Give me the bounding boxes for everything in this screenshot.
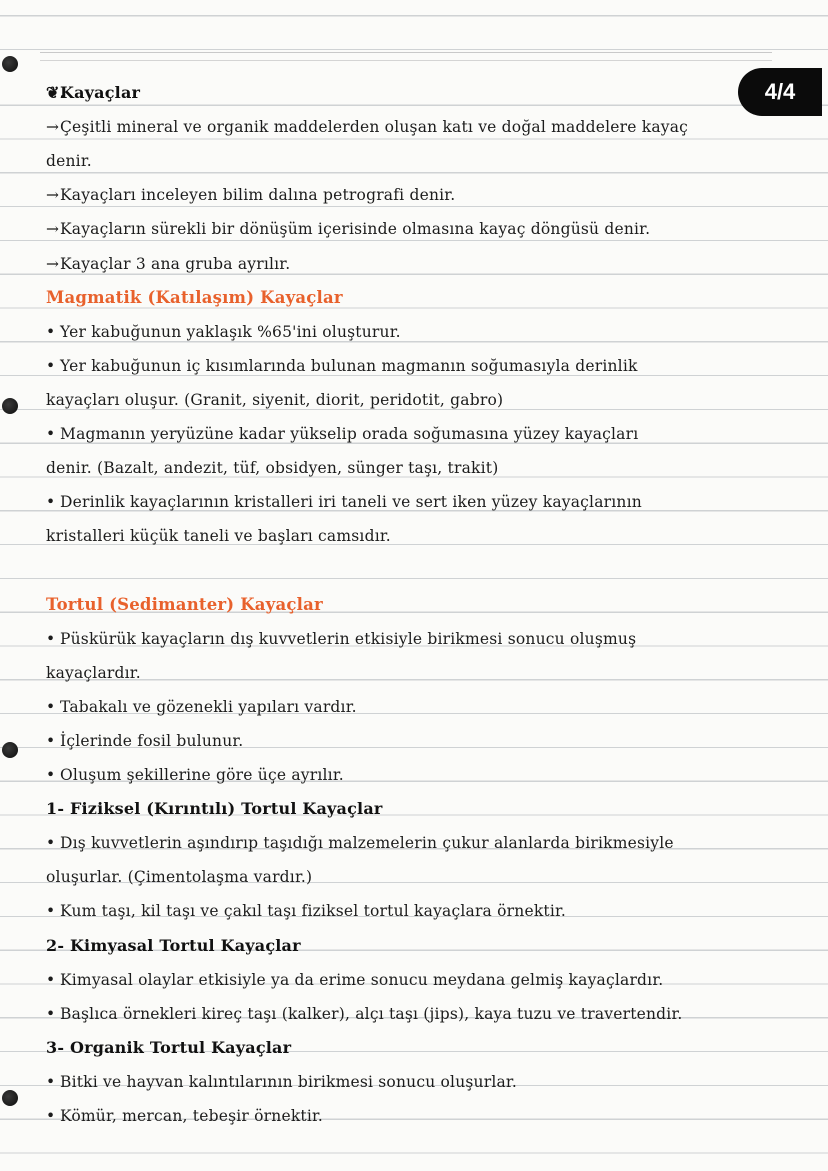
line-text: Yer kabuğunun yaklaşık %65'ini oluşturur. — [60, 322, 401, 341]
note-line — [46, 1003, 778, 1025]
note-line — [46, 150, 778, 172]
bullet-marker: • — [46, 1072, 56, 1091]
top-margin-line-2 — [40, 60, 772, 61]
note-line — [46, 832, 778, 854]
note-line — [46, 218, 778, 240]
page-indicator-badge: 4/4 — [738, 68, 822, 116]
line-text: Derinlik kayaçlarının kristalleri iri taneli ve sert iken yüzey kayaçlarının — [60, 493, 642, 512]
note-line — [46, 457, 778, 479]
line-text: kayaçları oluşur. (Granit, siyenit, diorit, peridotit, gabro) — [46, 390, 504, 409]
line-text: 3- Organik Tortul Kayaçlar — [46, 1037, 292, 1057]
note-line — [46, 628, 778, 650]
line-text: 2- Kimyasal Tortul Kayaçlar — [46, 935, 301, 955]
line-text: Kimyasal olaylar etkisiyle ya da erime sonucu meydana gelmiş kayaçlardır. — [60, 970, 664, 989]
note-line — [46, 491, 778, 513]
line-text: Kayaçların sürekli bir dönüşüm içerisinde olmasına kayaç döngüsü denir. — [60, 220, 651, 239]
note-line — [46, 389, 778, 411]
note-line — [46, 764, 778, 786]
bullet-marker: • — [46, 1107, 56, 1125]
section-heading — [46, 1037, 778, 1059]
bullet-marker: • — [46, 425, 56, 443]
line-text: Kayaçlar 3 ana gruba ayrılır. — [60, 254, 291, 273]
note-line — [46, 423, 778, 445]
bullet-marker: ❦. — [46, 83, 66, 102]
bullet-marker: → — [46, 220, 60, 239]
bullet-marker: → — [46, 186, 60, 205]
note-line — [46, 662, 778, 684]
binder-hole-icon — [2, 56, 18, 72]
section-heading — [46, 594, 778, 616]
line-text: denir. (Bazalt, andezit, tüf, obsidyen, sünger taşı, trakit) — [46, 459, 499, 478]
line-text: Başlıca örnekleri kireç taşı (kalker), alçı taşı (jips), kaya tuzu ve travertendir. — [60, 1004, 683, 1023]
bullet-marker: • — [46, 902, 56, 921]
line-text: Tabakalı ve gözenekli yapıları vardır. — [60, 697, 357, 716]
line-text: Çeşitli mineral ve organik maddelerden oluşan katı ve doğal maddelere kayaç — [60, 118, 689, 137]
binder-hole-icon — [2, 742, 18, 758]
line-text: Bitki ve hayvan kalıntılarının birikmesi sonucu oluşurlar. — [60, 1072, 517, 1091]
note-line — [46, 525, 778, 547]
line-text: Kömür, mercan, tebeşir örnektir. — [60, 1107, 324, 1125]
bullet-marker: → — [46, 254, 60, 273]
line-text: kayaçlardır. — [46, 663, 141, 682]
note-line — [46, 730, 778, 752]
section-heading — [46, 798, 778, 820]
note-line — [46, 866, 778, 888]
top-margin-line — [40, 52, 772, 53]
note-line — [46, 116, 778, 138]
line-text: Püskürük kayaçların dış kuvvetlerin etkisiyle birikmesi sonucu oluşmuş — [60, 629, 637, 648]
bullet-marker: • — [46, 697, 56, 716]
line-text: Kum taşı, kil taşı ve çakıl taşı fiziksel tortul kayaçlara örnektir. — [60, 902, 567, 921]
bullet-marker: • — [46, 970, 56, 989]
note-line — [46, 969, 778, 991]
line-text: oluşurlar. (Çimentolaşma vardır.) — [46, 868, 313, 887]
section-heading — [46, 935, 778, 957]
binder-hole-icon — [2, 398, 18, 414]
line-text: Kayaçlar — [60, 83, 141, 102]
line-text: 1- Fiziksel (Kırıntılı) Tortul Kayaçlar — [46, 799, 383, 819]
line-text: kristalleri küçük taneli ve başları camsıdır. — [46, 527, 391, 546]
line-text: Tortul (Sedimanter) Kayaçlar — [46, 594, 323, 614]
line-text: Magmanın yeryüzüne kadar yükselip orada soğumasına yüzey kayaçları — [60, 425, 639, 443]
note-line — [46, 321, 778, 343]
note-line — [46, 253, 778, 275]
note-line — [46, 696, 778, 718]
bullet-marker: • — [46, 766, 56, 784]
line-text: Yer kabuğunun iç kısımlarında bulunan magmanın soğumasıyla derinlik — [60, 356, 638, 375]
bullet-marker: • — [46, 834, 56, 853]
bullet-marker: • — [46, 322, 56, 341]
line-text: Oluşum şekillerine göre üçe ayrılır. — [60, 766, 344, 784]
binder-hole-icon — [2, 1090, 18, 1106]
bullet-marker: → — [46, 118, 60, 137]
note-line — [46, 184, 778, 206]
bullet-marker: • — [46, 493, 56, 512]
line-text: Dış kuvvetlerin aşındırıp taşıdığı malzemelerin çukur alanlarda birikmesiyle — [60, 834, 674, 853]
note-line — [46, 1071, 778, 1093]
section-heading — [46, 287, 778, 309]
line-text: denir. — [46, 152, 92, 171]
note-line — [46, 1105, 778, 1127]
bullet-marker: • — [46, 1004, 56, 1023]
note-line — [46, 559, 778, 581]
section-heading — [46, 82, 778, 104]
bullet-marker: • — [46, 629, 56, 648]
line-text: Kayaçları inceleyen bilim dalına petrografi denir. — [60, 186, 456, 205]
note-line — [46, 355, 778, 377]
note-line — [46, 900, 778, 922]
bullet-marker: • — [46, 356, 56, 375]
line-text: Magmatik (Katılaşım) Kayaçlar — [46, 287, 343, 307]
line-text: İçlerinde fosil bulunur. — [60, 731, 244, 750]
bullet-marker: • — [46, 731, 56, 750]
